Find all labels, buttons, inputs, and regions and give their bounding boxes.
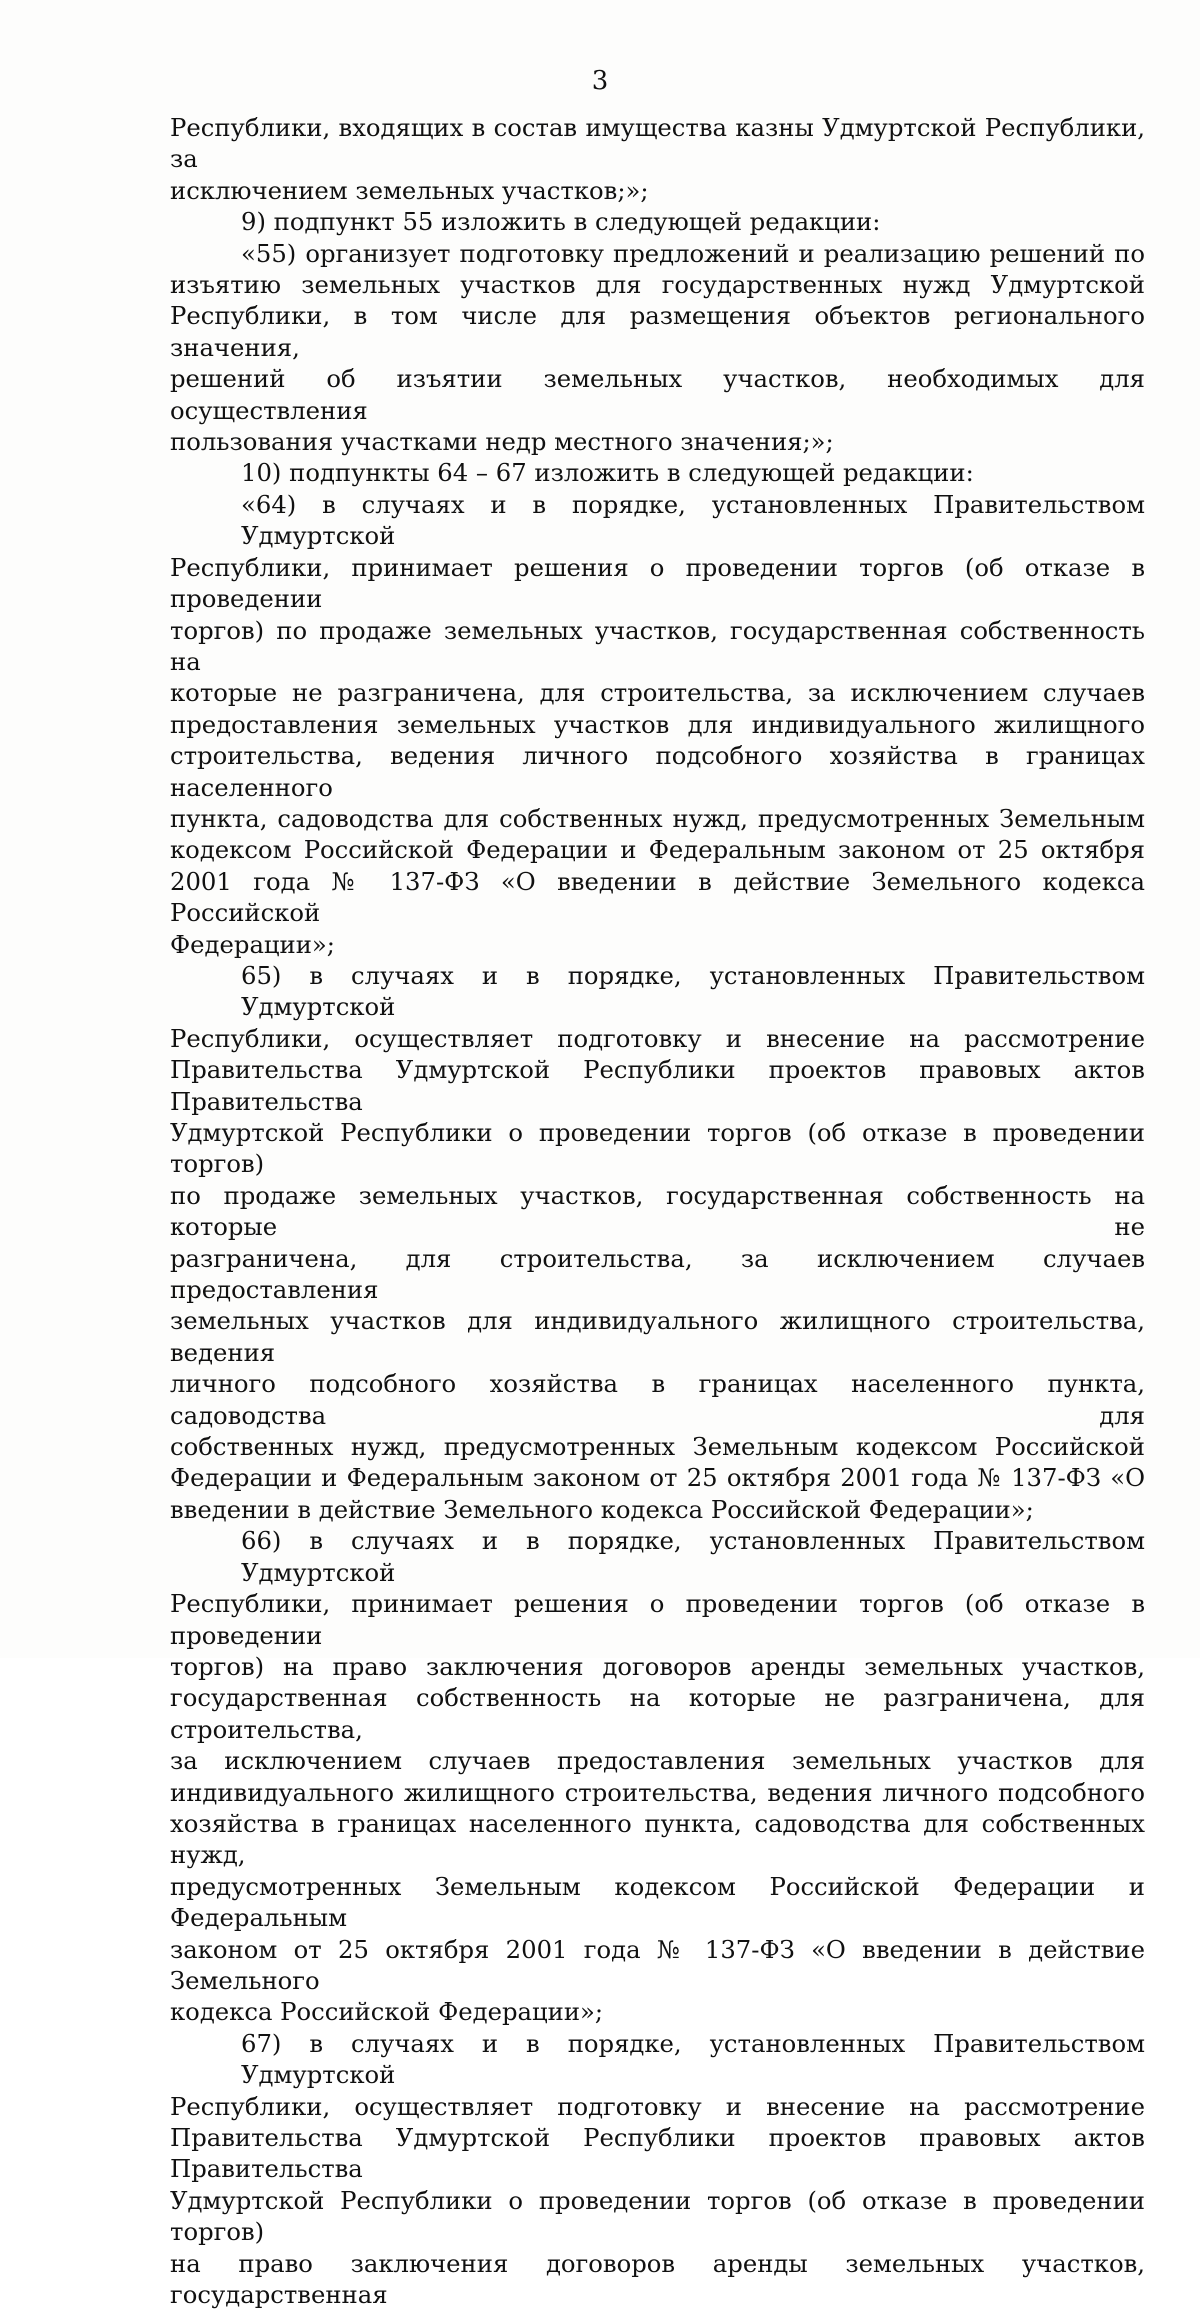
text-line: изъятию земельных участков для государственных нужд Удмуртской (170, 270, 1145, 300)
text-line: хозяйства в границах населенного пункта, садоводства для собственных нужд, (170, 1808, 1145, 1870)
paragraph (170, 206, 1145, 237)
text-line: разграничена, для строительства, за исключением случаев предоставления (170, 1243, 1145, 1305)
text-line: предусмотренных Земельным кодексом Российской Федерации и Федеральным (170, 1871, 1145, 1933)
paragraph (170, 1525, 1145, 2028)
paragraph (170, 2028, 1145, 2310)
text-line: пункта, садоводства для собственных нужд, предусмотренных Земельным (170, 803, 1145, 833)
text-line: по продаже земельных участков, государственная собственность на которые не (170, 1180, 1145, 1242)
text-line: Правительства Удмуртской Республики проектов правовых актов Правительства (170, 2123, 1145, 2184)
text-line: предоставления земельных участков для индивидуального жилищного (170, 709, 1145, 739)
text-line: 67) в случаях и в порядке, установленных Правительством Удмуртской (241, 2028, 1145, 2090)
text-line: строительства, ведения личного подсобного хозяйства в границах населенного (170, 741, 1145, 802)
text-line: введении в действие Земельного кодекса Российской Федерации»; (170, 1494, 1034, 1524)
text-line: Удмуртской Республики о проведении торгов (об отказе в проведении торгов) (170, 2185, 1145, 2247)
text-line: государственная собственность на которые не разграничена, для строительства, (170, 1683, 1145, 1744)
text-line: 10) подпункты 64 – 67 изложить в следующей редакции: (241, 458, 974, 488)
text-line: пользования участками недр местного значения;»; (170, 427, 834, 457)
text-line: кодексом Российской Федерации и Федеральным законом от 25 октября (170, 835, 1145, 865)
text-line: 65) в случаях и в порядке, установленных Правительством Удмуртской (241, 960, 1145, 1022)
text-line: Республики, входящих в состав имущества казны Удмуртской Республики, за (170, 113, 1145, 174)
text-line: индивидуального жилищного строительства, ведения личного подсобного (170, 1777, 1145, 1807)
text-line: законом от 25 октября 2001 года № 137-ФЗ «О введении в действие Земельного (170, 1934, 1145, 1995)
text-line: на право заключения договоров аренды земельных участков, государственная (170, 2248, 1145, 2310)
text-line: решений об изъятии земельных участков, необходимых для осуществления (170, 364, 1145, 425)
text-line: исключением земельных участков;»; (170, 175, 649, 205)
text-line: торгов) по продаже земельных участков, государственная собственность на (170, 615, 1145, 676)
text-line: торгов) на право заключения договоров аренды земельных участков, (170, 1651, 1145, 1681)
text-line: земельных участков для индивидуального жилищного строительства, ведения (170, 1306, 1145, 1367)
paragraph (170, 457, 1145, 488)
text-line: которые не разграничена, для строительства, за исключением случаев (170, 678, 1145, 708)
text-line: 2001 года № 137-ФЗ «О введении в действие Земельного кодекса Российской (170, 866, 1145, 928)
text-line: Федерации»; (170, 929, 335, 959)
text-line: Республики, принимает решения о проведении торгов (об отказе в проведении (170, 1589, 1145, 1650)
text-line: «55) организует подготовку предложений и реализацию решений по (241, 238, 1145, 268)
text-line: Удмуртской Республики о проведении торгов (об отказе в проведении торгов) (170, 1118, 1145, 1179)
text-line: Республики, принимает решения о проведении торгов (об отказе в проведении (170, 552, 1145, 614)
text-line: Республики, осуществляет подготовку и внесение на рассмотрение (170, 1023, 1145, 1053)
paragraph (170, 489, 1145, 960)
text-line: 66) в случаях и в порядке, установленных Правительством Удмуртской (241, 1526, 1145, 1587)
text-line: Республики, в том числе для размещения объектов регионального значения, (170, 301, 1145, 362)
text-line: кодекса Российской Федерации»; (170, 1997, 604, 2027)
text-line: личного подсобного хозяйства в границах населенного пункта, садоводства для (170, 1369, 1145, 1430)
text-line: Федерации и Федеральным законом от 25 октября 2001 года № 137-ФЗ «О (170, 1463, 1145, 1493)
text-line: 9) подпункт 55 изложить в следующей редакции: (241, 207, 881, 237)
paragraph (170, 960, 1145, 1525)
paragraph (170, 112, 1145, 206)
document-body (170, 112, 1145, 2310)
text-line: собственных нужд, предусмотренных Земельным кодексом Российской (170, 1432, 1145, 1462)
text-line: Правительства Удмуртской Республики проектов правовых актов Правительства (170, 1055, 1145, 1116)
text-line: за исключением случаев предоставления земельных участков для (170, 1746, 1145, 1776)
text-line: «64) в случаях и в порядке, установленных Правительством Удмуртской (241, 489, 1145, 551)
text-line: Республики, осуществляет подготовку и внесение на рассмотрение (170, 2091, 1145, 2121)
paragraph (170, 238, 1145, 458)
page-number: 3 (591, 66, 609, 96)
